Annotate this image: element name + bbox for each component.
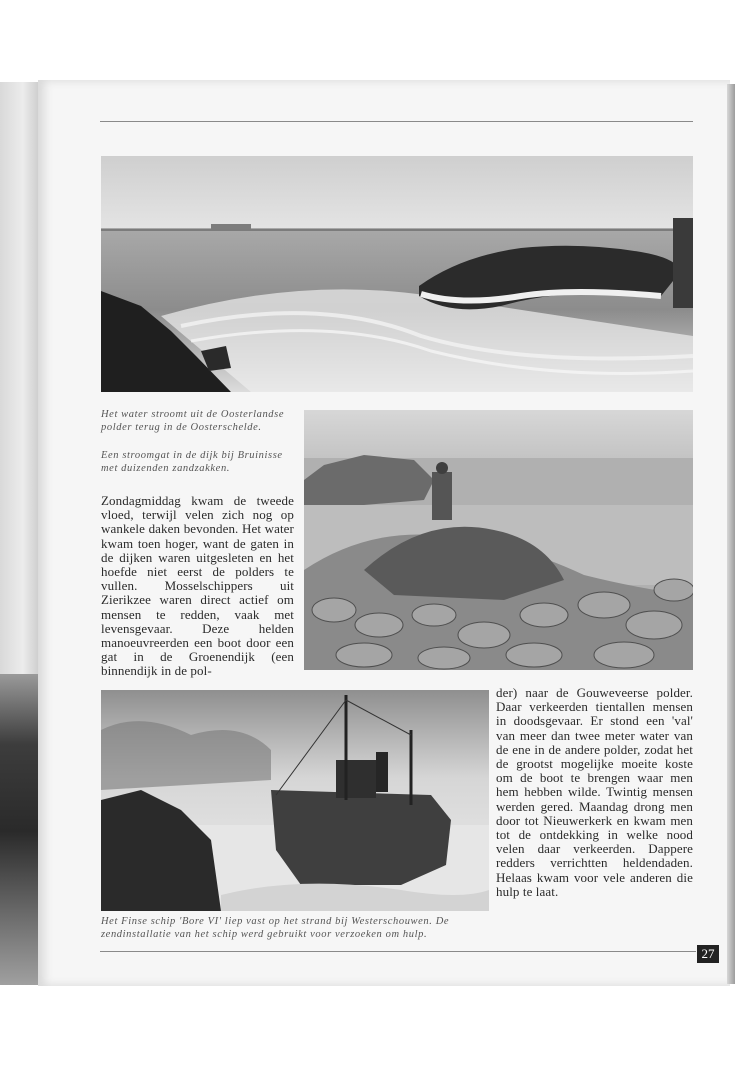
caption-dike-breach: Het water stroomt uit de Oosterlandse polder terug in de Oosterschelde. — [101, 409, 285, 433]
bottom-rule — [100, 951, 696, 952]
article-column-right: der) naar de Gouweveerse polder. Daar verkeerden tientallen mensen in doodsgevaar. Er stond een 'val' van meer dan twee meter water van de ene in de andere polder, zodat het de grootst mogelijke moeite koste om de boot te brengen waar men hem hebben wilde. Twintig mensen werden gered. Maandag drong men door tot Nieuwerkerk en kwam men tot de ontdekking in welke nood velen daar verkeerden. Dappere redders verrichtten heldendaden. Helaas kwam voor vele anderen die hulp te laat. — [496, 685, 693, 899]
previous-page-edge — [0, 82, 38, 985]
photo-dike-breach — [101, 156, 693, 392]
page-number: 27 — [697, 945, 719, 963]
top-rule — [100, 121, 693, 122]
article-column-left: Zondagmiddag kwam de tweede vloed, terwijl velen zich nog op wankele daken bevonden. Het water kwam toen hoger, want de gaten in de dijken waren uitgesleten en het hoefde niet eerst de polders te vullen. Mosselschippers uit Zierikzee waren direct actief om mensen te redden, vaak met levensgevaar. Deze helden manoeuvreerden een boot door een gat in de Groenendijk (een binnendijk in de pol- — [101, 493, 294, 679]
page-stack-edge — [727, 84, 735, 984]
caption-sandbags: Een stroomgat in de dijk bij Bruinisse met duizenden zandzakken. — [101, 450, 283, 474]
photo-sandbags — [304, 410, 693, 670]
caption-ship: Het Finse schip 'Bore VI' liep vast op het strand bij Westerschouwen. De zendinstallatie van het schip werd gebruikt voor verzoeken om hulp. — [101, 916, 450, 940]
previous-page-photo-fragment — [0, 674, 38, 985]
photo-ship-bore-vi — [101, 690, 489, 911]
